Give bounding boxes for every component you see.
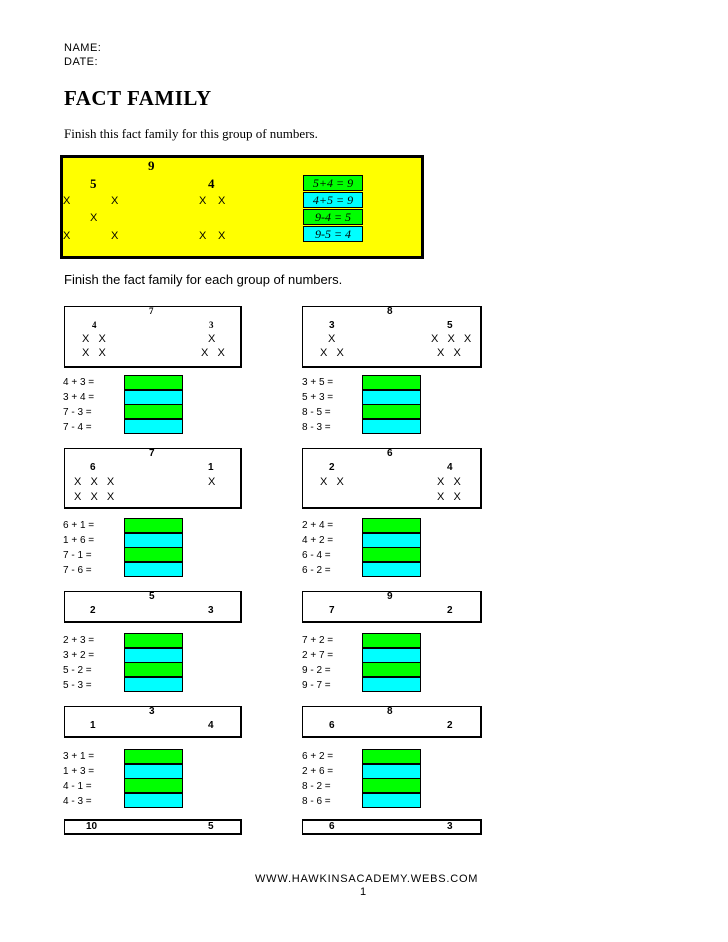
x-marks: X X <box>82 333 107 345</box>
answer-field[interactable] <box>124 662 183 677</box>
answer-field[interactable] <box>362 633 421 648</box>
x-marks: X X <box>320 476 345 488</box>
problem-part-a: 10 <box>86 821 98 832</box>
problem-part-a: 3 <box>329 320 335 331</box>
example-x-mark: X <box>218 195 227 207</box>
answer-field[interactable] <box>124 404 183 419</box>
equation-label: 1 + 3 = <box>63 766 95 777</box>
x-marks: X X <box>437 491 462 503</box>
equation-label: 8 - 5 = <box>302 407 331 418</box>
example-answer: 5+4 = 9 <box>303 175 363 191</box>
problem-part-a: 1 <box>90 720 96 731</box>
answer-field[interactable] <box>124 419 183 434</box>
problem-total: 6 <box>387 448 393 459</box>
problem-part-b: 3 <box>447 821 453 832</box>
x-marks: X X <box>82 347 107 359</box>
page-number: 1 <box>360 886 367 898</box>
answer-field[interactable] <box>124 778 183 793</box>
example-part-a: 5 <box>90 176 97 191</box>
example-x-mark: X <box>218 230 227 242</box>
example-x-mark: X <box>199 195 208 207</box>
instruction-main: Finish the fact family for each group of numbers. <box>64 272 343 287</box>
x-marks: X X X <box>74 491 116 503</box>
x-marks: X <box>328 333 337 345</box>
example-x-mark: X <box>90 212 99 224</box>
problem-part-b: 5 <box>447 320 453 331</box>
problem-part-b: 4 <box>208 720 214 731</box>
answer-field[interactable] <box>362 419 421 434</box>
equation-label: 2 + 7 = <box>302 650 334 661</box>
answer-field[interactable] <box>362 764 421 779</box>
answer-field[interactable] <box>124 764 183 779</box>
problem-part-a: 2 <box>329 462 335 473</box>
answer-field[interactable] <box>362 375 421 390</box>
answer-field[interactable] <box>362 533 421 548</box>
x-marks: X X <box>201 347 226 359</box>
equation-label: 6 + 2 = <box>302 751 334 762</box>
equation-label: 2 + 4 = <box>302 520 334 531</box>
problem-part-a: 7 <box>329 605 335 616</box>
example-x-mark: X <box>111 230 120 242</box>
answer-field[interactable] <box>362 793 421 808</box>
problem-total: 7 <box>149 306 154 316</box>
equation-label: 8 - 3 = <box>302 422 331 433</box>
problem-total: 5 <box>149 591 155 602</box>
answer-field[interactable] <box>124 533 183 548</box>
example-answer: 9-4 = 5 <box>303 209 363 225</box>
equation-label: 7 - 3 = <box>63 407 92 418</box>
answer-field[interactable] <box>362 562 421 577</box>
problem-total: 9 <box>387 591 393 602</box>
equation-label: 4 - 3 = <box>63 796 92 807</box>
equation-label: 7 - 4 = <box>63 422 92 433</box>
answer-field[interactable] <box>124 562 183 577</box>
equation-label: 2 + 6 = <box>302 766 334 777</box>
answer-field[interactable] <box>124 633 183 648</box>
x-marks: X X <box>437 476 462 488</box>
problem-part-b: 2 <box>447 605 453 616</box>
example-part-b: 4 <box>208 176 215 191</box>
problem-part-b: 3 <box>209 320 214 330</box>
equation-label: 4 - 1 = <box>63 781 92 792</box>
problem-part-a: 6 <box>329 720 335 731</box>
equation-label: 3 + 5 = <box>302 377 334 388</box>
answer-field[interactable] <box>362 662 421 677</box>
x-marks: X X <box>320 347 345 359</box>
equation-label: 3 + 1 = <box>63 751 95 762</box>
answer-field[interactable] <box>124 648 183 663</box>
x-marks: X <box>208 333 217 345</box>
x-marks: X X X <box>74 476 116 488</box>
equation-label: 3 + 4 = <box>63 392 95 403</box>
name-label: NAME: <box>64 42 102 54</box>
answer-field[interactable] <box>362 749 421 764</box>
page-title: FACT FAMILY <box>64 86 212 110</box>
equation-label: 9 - 7 = <box>302 680 331 691</box>
equation-label: 2 + 3 = <box>63 635 95 646</box>
problem-part-a: 4 <box>92 320 97 330</box>
equation-label: 6 - 2 = <box>302 565 331 576</box>
problem-total: 8 <box>387 306 393 317</box>
equation-label: 5 - 3 = <box>63 680 92 691</box>
problem-total: 8 <box>387 706 393 717</box>
equation-label: 6 - 4 = <box>302 550 331 561</box>
answer-field[interactable] <box>124 793 183 808</box>
equation-label: 1 + 6 = <box>63 535 95 546</box>
example-x-mark: X <box>63 230 72 242</box>
problem-part-a: 2 <box>90 605 96 616</box>
problem-part-b: 1 <box>208 462 214 473</box>
answer-field[interactable] <box>124 518 183 533</box>
x-marks: X <box>208 476 217 488</box>
equation-label: 4 + 2 = <box>302 535 334 546</box>
answer-field[interactable] <box>362 648 421 663</box>
answer-field[interactable] <box>124 390 183 405</box>
answer-field[interactable] <box>362 677 421 692</box>
answer-field[interactable] <box>362 404 421 419</box>
x-marks: X X <box>437 347 462 359</box>
problem-total: 3 <box>149 706 155 717</box>
equation-label: 8 - 6 = <box>302 796 331 807</box>
example-answer: 9-5 = 4 <box>303 226 363 242</box>
example-answer: 4+5 = 9 <box>303 192 363 208</box>
answer-field[interactable] <box>124 547 183 562</box>
example-x-mark: X <box>111 195 120 207</box>
example-total: 9 <box>148 158 155 173</box>
answer-field[interactable] <box>362 518 421 533</box>
date-label: DATE: <box>64 56 99 68</box>
answer-field[interactable] <box>362 547 421 562</box>
footer-website[interactable]: WWW.HAWKINSACADEMY.WEBS.COM <box>255 873 479 885</box>
problem-total: 7 <box>149 448 155 459</box>
problem-part-a: 6 <box>90 462 96 473</box>
equation-label: 7 - 6 = <box>63 565 92 576</box>
equation-label: 4 + 3 = <box>63 377 95 388</box>
problem-part-b: 2 <box>447 720 453 731</box>
equation-label: 8 - 2 = <box>302 781 331 792</box>
answer-field[interactable] <box>124 749 183 764</box>
answer-field[interactable] <box>124 375 183 390</box>
answer-field[interactable] <box>362 778 421 793</box>
problem-part-b: 3 <box>208 605 214 616</box>
example-x-mark: X <box>199 230 208 242</box>
equation-label: 7 - 1 = <box>63 550 92 561</box>
answer-field[interactable] <box>362 390 421 405</box>
problem-part-a: 6 <box>329 821 335 832</box>
equation-label: 7 + 2 = <box>302 635 334 646</box>
example-box <box>60 155 424 259</box>
problem-part-b: 4 <box>447 462 453 473</box>
x-marks: X X X <box>431 333 473 345</box>
equation-label: 5 - 2 = <box>63 665 92 676</box>
problem-part-b: 5 <box>208 821 214 832</box>
equation-label: 9 - 2 = <box>302 665 331 676</box>
equation-label: 6 + 1 = <box>63 520 95 531</box>
example-x-mark: X <box>63 195 72 207</box>
equation-label: 3 + 2 = <box>63 650 95 661</box>
instruction-example: Finish this fact family for this group of numbers. <box>64 126 318 141</box>
answer-field[interactable] <box>124 677 183 692</box>
equation-label: 5 + 3 = <box>302 392 334 403</box>
